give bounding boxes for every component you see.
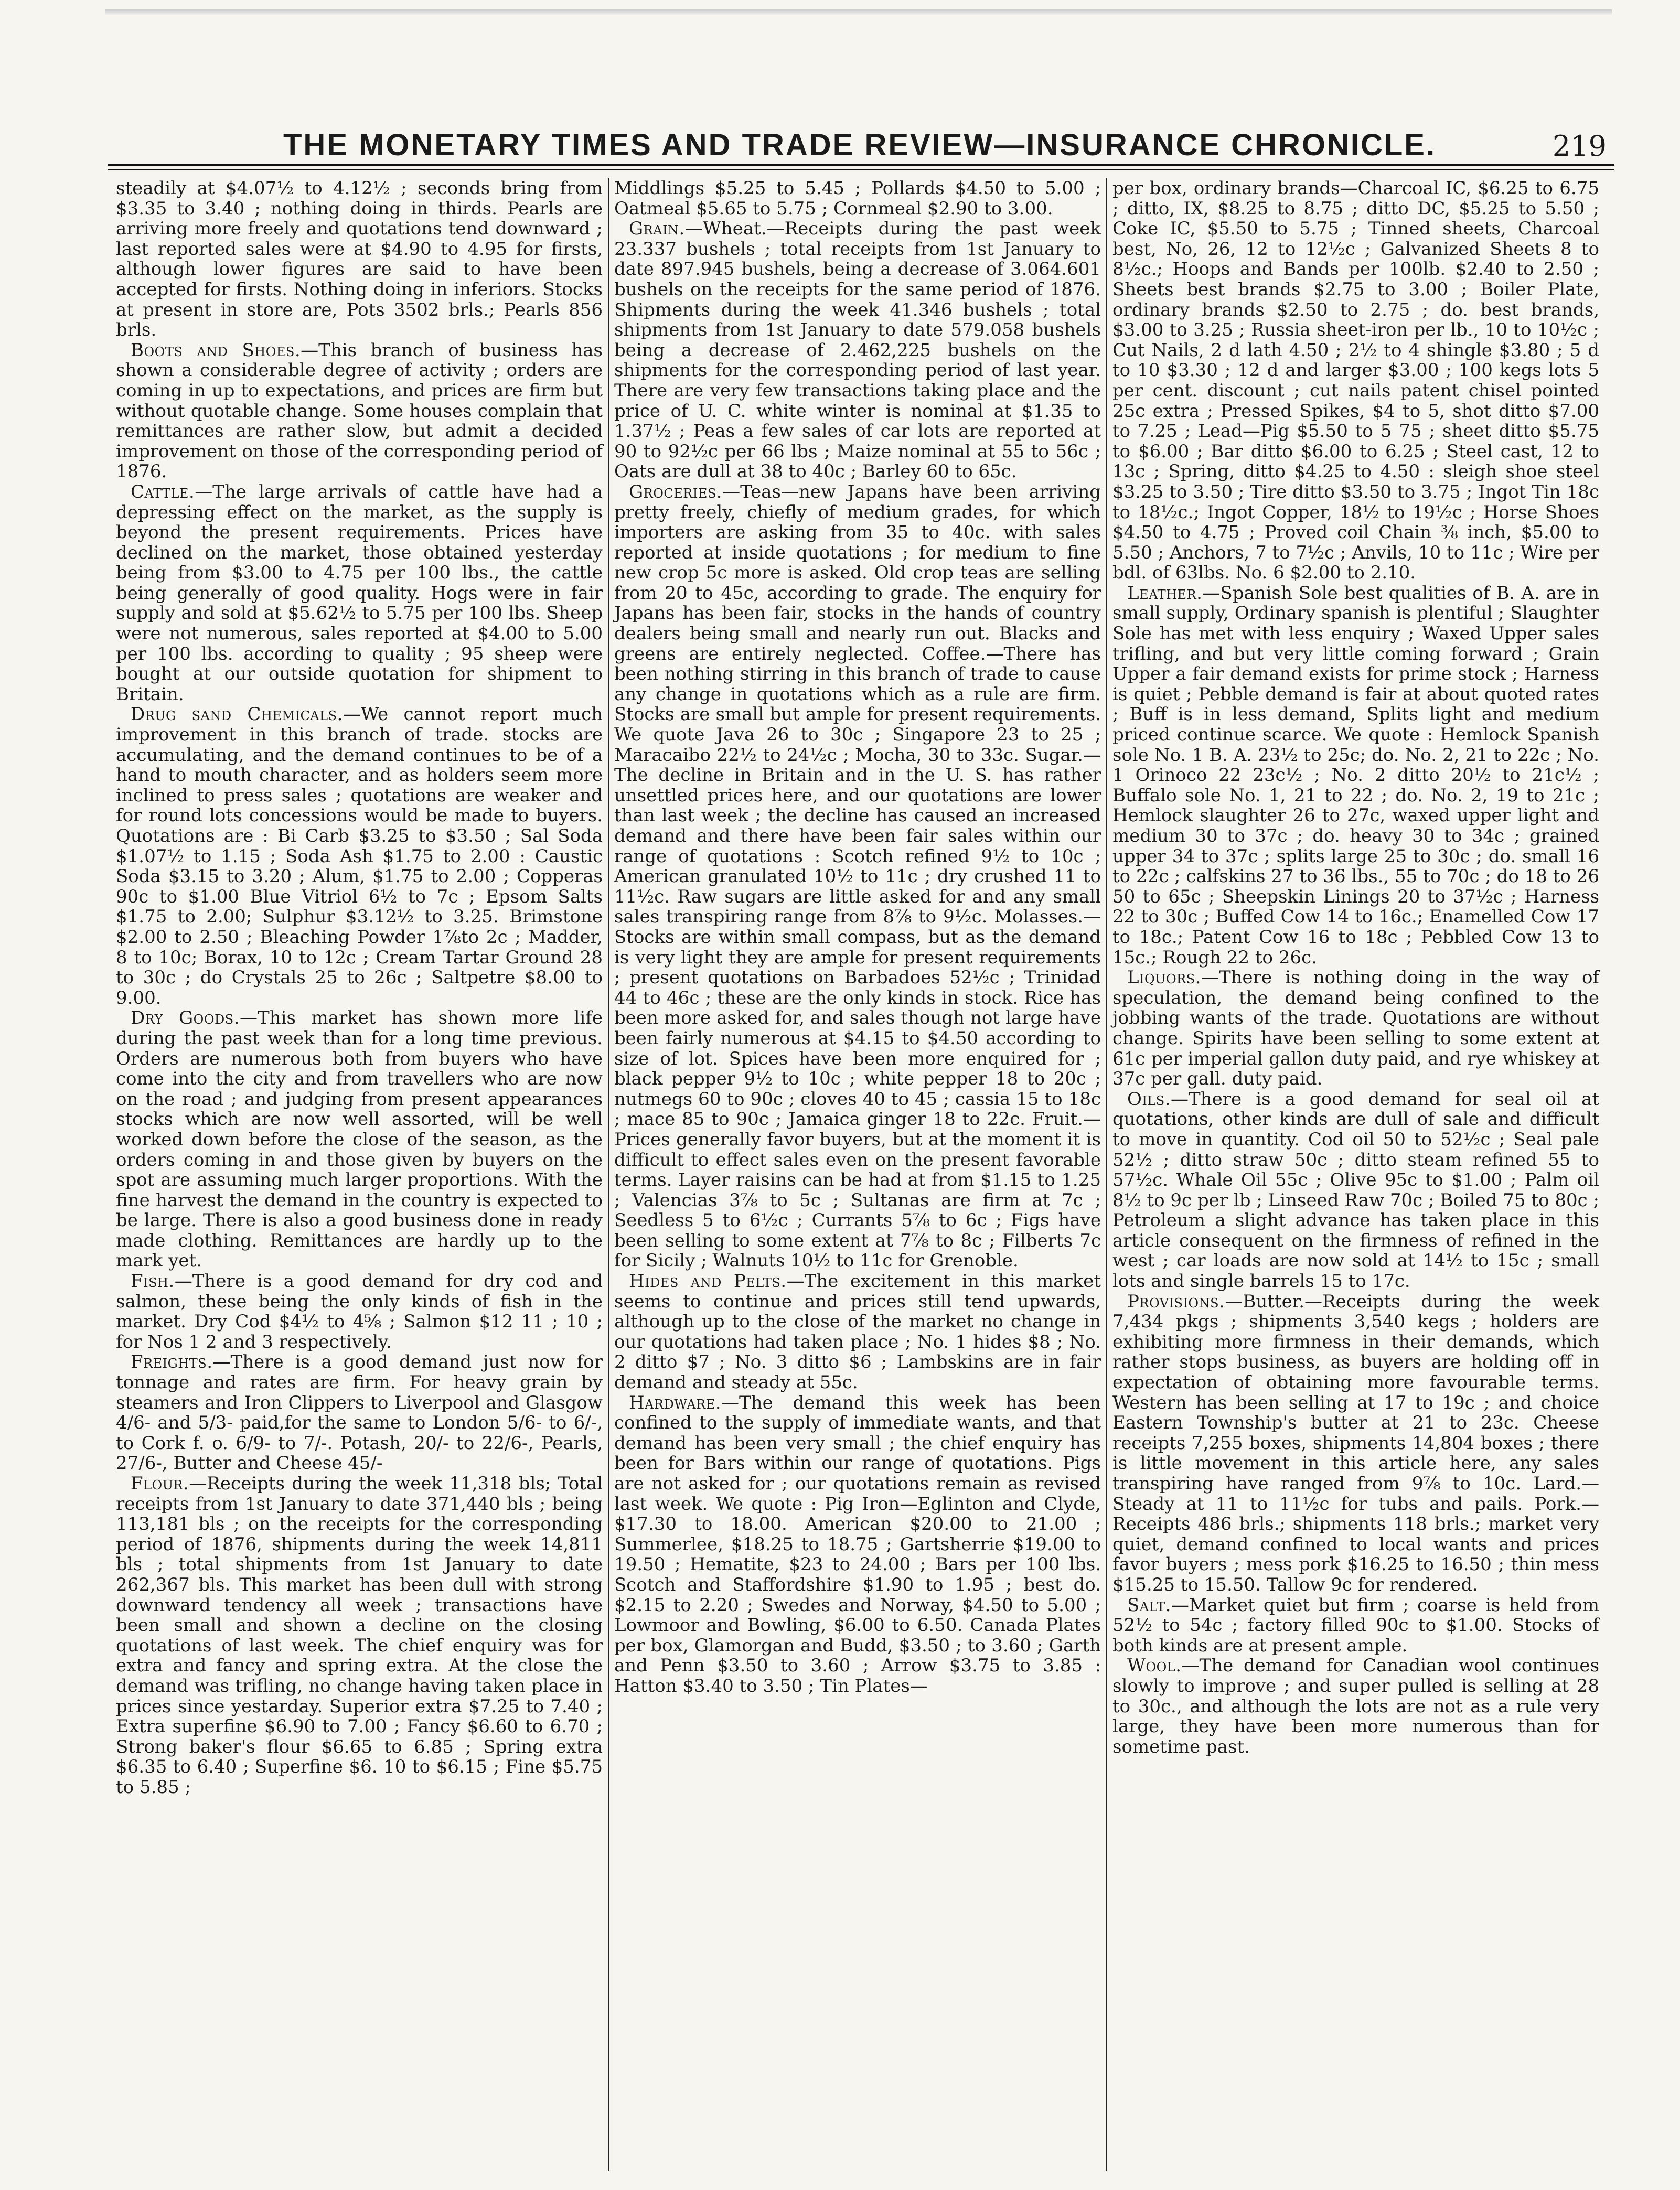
page-header bbox=[157, 115, 1617, 163]
section-heading: Provisions. bbox=[1127, 1291, 1225, 1312]
section-heading: Cattle. bbox=[131, 481, 195, 502]
paragraph-text: —This market has shown more life during the past week than for a long time previous. Orders are numerous both from buyers who have come into the city and from travellers who are now on the road ; and judging from present appearances stocks which are now well assorted, will be well worked down before the close of the season, as the orders coming in and those given by buyers on the spot are assuming much larger proportions. With the fine harvest the demand in the country is expected to be large. There is also a good business done in ready made clothing. Remittances are hardly up to the mark yet. bbox=[116, 1007, 603, 1272]
section-heading: Flour. bbox=[131, 1473, 189, 1494]
paragraph-text: Middlings $5.25 to 5.45 ; Pollards $4.50 to 5.00 ; Oatmeal $5.65 to 5.75 ; Cornmeal $2.90 to 3.00. bbox=[614, 178, 1101, 219]
article-paragraph bbox=[116, 1008, 603, 1271]
section-heading: Dry Goods. bbox=[131, 1007, 240, 1029]
section-heading: Wool. bbox=[1127, 1655, 1182, 1677]
paragraph-text: —There is a good demand for dry cod and salmon, these being the only kinds of fish in the market. Dry Cod $4½ to 4⅝ ; Salmon $12 11 ; 10 ; for Nos 1 2 and 3 respectively. bbox=[116, 1271, 603, 1352]
section-heading: Boots and Shoes. bbox=[131, 339, 301, 361]
section-heading: Leather. bbox=[1127, 582, 1203, 604]
article-paragraph bbox=[116, 1271, 603, 1352]
section-heading: Oils. bbox=[1127, 1088, 1171, 1110]
article-paragraph bbox=[1112, 1656, 1599, 1757]
paragraph-text: —We cannot report much improvement in this branch of trade. stocks are accumulating, and the demand continues to be of a hand to mouth character, and as holders seem more inclined to press sales ; quotations are weaker and for round lots concessions would be made to buyers. Quotations are : Bi Carb $3.25 to $3.50 ; Sal Soda $1.07½ to 1.15 ; Soda Ash $1.75 to 2.00 : Caustic Soda $3.15 to 3.20 ; Alum, $1.75 to 2.00 ; Copperas 90c to $1.00 Blue Vitriol 6½ to 7c ; Epsom Salts $1.75 to 2.00; Sulphur $3.12½ to 3.25. Brimstone $2.00 to 2.50 ; Bleaching Powder 1⅞to 2c ; Madder, 8 to 10c; Borax, 10 to 12c ; Cream Tartar Ground 28 to 30c ; do Crystals 25 to 26c ; Saltpetre $8.00 to 9.00. bbox=[116, 704, 603, 1008]
paragraph-text: —Teas—new Japans have been arriving pretty freely, chiefly of medium grades, for which importers are asking from 35 to 40c. with sales reported at inside quotations ; for medium to fine new crop 5c more is asked. Old crop teas are selling from 20 to 45c, according to grade. The enquiry for Japans has been fair, stocks in the hands of country dealers being small and nearly run out. Blacks and greens are entirely neglected. Coffee.—There has been nothing stirring in this branch of trade to cause any change in quotations which as a rule are firm. Stocks are small but ample for present requirements. We quote Java 26 to 30c ; Singapore 23 to 25 ; Maracaibo 22½ to 24½c ; Mocha, 30 to 33c. Sugar.—The decline in Britain and in the U. S. has rather unsettled prices here, and our quotations are lower than last week ; the decline has caused an increased demand and there have been fair sales within our range of quotations : Scotch refined 9½ to 10c ; American granulated 10½ to 11c ; dry crushed 11 to 11½c. Raw sugars are little asked for and any small sales transpiring range from 8⅞ to 9½c. Molasses.—Stocks are within small compass, but as the demand is very light they are ample for present requirements ; present quotations on Barbadoes 52½c ; Trinidad 44 to 46c ; these are the only kinds in stock. Rice has been more asked for, and sales though not large have been fairly numerous at $4.15 to $4.50 according to size of lot. Spices have been more enquired for ; black pepper 9½ to 10c ; white pepper 18 to 20c ; nutmegs 60 to 90c ; cloves 40 to 45 ; cassia 15 to 18c ; mace 85 to 90c ; Jamaica ginger 18 to 22c. Fruit.—Prices generally favor buyers, but at the moment it is difficult to effect sales even on the present favorable terms. Layer raisins can be had at from $1.15 to 1.25 ; Valencias 3⅞ to 5c ; Sultanas are firm at 7c ; Seedless 5 to 6½c ; Currants 5⅞ to 6c ; Figs have been selling to some extent at 7⅞ to 8c ; Filberts 7c for Sicily ; Walnuts 10½ to 11c for Grenoble. bbox=[614, 481, 1101, 1272]
paragraph-text: steadily at $4.07½ to 4.12½ ; seconds bring from $3.35 to 3.40 ; nothing doing in thirds. Pearls are arriving more freely and quotations tend downward ; last reported sales were at $4.90 to 4.95 for firsts, although lower figures are said to have been accepted for firsts. Nothing doing in inferiors. Stocks at present in store are, Pots 3502 brls.; Pearls 856 brls. bbox=[116, 178, 603, 341]
article-paragraph bbox=[614, 1393, 1101, 1697]
article-paragraph bbox=[1112, 968, 1599, 1089]
paragraph-text: —The demand this week has been confined to the supply of immediate wants, and that demand has been very small ; the chief enquiry has been for Bars within our range of quotations. Pigs are not asked for ; our quotations remain as revised last week. We quote : Pig Iron—Eglinton and Clyde, $17.30 to 18.00. American $20.00 to 21.00 ; Summerlee, $18.25 to 18.75 ; Gartsherrie $19.00 to 19.50 ; Hematite, $23 to 24.00 ; Bars per 100 lbs. Scotch and Staffordshire $1.90 to 1.95 ; best do. $2.15 to 2.20 ; Swedes and Norway, $4.50 to 5.00 ; Lowmoor and Bowling, $6.00 to 6.50. Canada Plates per box, Glamorgan and Budd, $3.50 ; to 3.60 ; Garth and Penn $3.50 to 3.60 ; Arrow $3.75 to 3.85 : Hatton $3.40 to 3.50 ; Tin Plates— bbox=[614, 1392, 1101, 1697]
section-heading: Liquors. bbox=[1127, 967, 1201, 989]
section-heading: Hides and Pelts. bbox=[629, 1271, 787, 1292]
article-paragraph bbox=[614, 178, 1101, 219]
top-edge-strip bbox=[105, 9, 1612, 15]
article-paragraph bbox=[614, 1271, 1101, 1393]
column-divider bbox=[1106, 178, 1107, 2171]
section-heading: Salt. bbox=[1127, 1594, 1171, 1616]
article-paragraph bbox=[1112, 178, 1599, 583]
page-number: 219 bbox=[1552, 130, 1607, 163]
paragraph-text: —Market quiet but firm ; coarse is held from 52½ to 54c ; factory filled 90c to $1.00. Stocks of both kinds are at present ample. bbox=[1112, 1594, 1599, 1656]
section-heading: Drug sand Chemicals. bbox=[131, 704, 343, 725]
paragraph-text: —The large arrivals of cattle have had a depressing effect on the market, as the supply is beyond the present requirements. Prices have declined on the market, those obtained yesterday being from $3.00 to 4.75 per 100 lbs., the cattle being generally of good quality. Hogs were in fair supply and sold at $5.62½ to 5.75 per 100 lbs. Sheep were not numerous, sales reported at $4.00 to 5.00 per 100 lbs. according to quality ; 95 sheep were bought at our outside quotation for shipment to Britain. bbox=[116, 481, 603, 705]
article-paragraph bbox=[614, 219, 1101, 482]
paragraph-text: —Receipts during the week 11,318 bls; Total receipts from 1st January to date 371,440 bls ; being 113,181 bls ; on the receipts for the corresponding period of 1876, shipments during the week 14,811 bls ; total shipments from 1st January to date 262,367 bls. This market has been dull with strong downward tendency all week ; transactions have been small and shown a decline on the closing quotations of last week. The chief enquiry was for extra and fancy and spring extra. At the close the demand was trifling, no change having taken place in prices since yestarday. Superior extra $7.25 to 7.40 ; Extra superfine $6.90 to 7.00 ; Fancy $6.60 to 6.70 ; Strong baker's flour $6.65 to 6.85 ; Spring extra $6.35 to 6.40 ; Superfine $6. 10 to $6.15 ; Fine $5.75 to 5.85 ; bbox=[116, 1473, 603, 1798]
article-paragraph bbox=[116, 1474, 603, 1798]
paragraph-text: per box, ordinary brands—Charcoal IC, $6.25 to 6.75 ; ditto, IX, $8.25 to 8.75 ; ditto DC, $5.25 to 5.50 ; Coke IC, $5.50 to 5.75 ; Tinned sheets, Charcoal best, No, 26, 12 to 12½c ; Galvanized Sheets 8 to 8½c.; Hoops and Bands per 100lb. $2.40 to 2.50 ; Sheets best brands $2.75 to 3.00 ; Boiler Plate, ordinary brands $2.50 to 2.75 ; do. best brands, $3.00 to 3.25 ; Russia sheet-iron per lb., 10 to 10½c ; Cut Nails, 2 d lath 4.50 ; 2½ to 4 shingle $3.80 ; 5 d to 10 $3.30 ; 12 d and larger $3.00 ; 100 kegs lots 5 per cent. discount ; cut nails patent chisel pointed 25c extra ; Pressed Spikes, $4 to 5, shot ditto $7.00 to 7.25 ; Lead—Pig $5.50 to 5 75 ; sheet ditto $5.75 to $6.00 ; Bar ditto $6.00 to 6.25 ; Steel cast, 12 to 13c ; Spring, ditto $4.25 to 4.50 : sleigh shoe steel $3.25 to 3.50 ; Tire ditto $3.50 to 3.75 ; Ingot Tin 18c to 18½c.; Ingot Copper, 18½ to 19½c ; Horse Shoes $4.50 to 4.75 ; Proved coil Chain ⅜ inch, $5.00 to 5.50 ; Anchors, 7 to 7½c ; Anvils, 10 to 11c ; Wire per bdl. of 63lbs. No. 6 $2.00 to 2.10. bbox=[1112, 178, 1599, 584]
paragraph-text: —This branch of business has shown a considerable degree of activity ; orders are coming in up to expectations, and prices are firm but without quotable change. Some houses complain that remittances are rather slow, but admit a decided improvement on those of the corresponding period of 1876. bbox=[116, 339, 603, 482]
text-columns bbox=[113, 178, 1615, 2171]
article-paragraph bbox=[1112, 1292, 1599, 1595]
article-paragraph bbox=[116, 704, 603, 1008]
section-heading: Freights. bbox=[131, 1351, 213, 1373]
paragraph-text: —There is a good demand for seal oil at quotations, other kinds are dull of sale and difficult to move in quantity. Cod oil 50 to 52½c ; Seal pale 52½ ; ditto straw 50c ; ditto steam refined 55 to 57½c. Whale Oil 55c ; Olive 95c to $1.00 ; Palm oil 8½ to 9c per lb ; Linseed Raw 70c ; Boiled 75 to 80c ; Petroleum a slight advance has taken place in this article consequent on the firmness of refined in the west ; car loads are now sold at 14½ to 15c ; small lots and single barrels 15 to 17c. bbox=[1112, 1088, 1599, 1292]
article-paragraph bbox=[116, 1352, 603, 1474]
article-paragraph bbox=[614, 482, 1101, 1271]
article-paragraph bbox=[1112, 1595, 1599, 1656]
header-rule-thin bbox=[108, 169, 1614, 170]
article-paragraph bbox=[116, 482, 603, 705]
paragraph-text: —Spanish Sole best qualities of B. A. are in small supply, Ordinary spanish is plentiful ; Slaughter Sole has met with less enquiry ; Waxed Upper sales trifling, and but very little coming forward ; Grain Upper a fair demand exists for prime stock ; Harness is quiet ; Pebble demand is fair at about quoted rates ; Buff is in less demand, Splits light and medium priced continue scarce. We quote : Hemlock Spanish sole No. 1 B. A. 23½ to 25c; do. No. 2, 21 to 22c ; No. 1 Orinoco 22 23c½ ; No. 2 ditto 20½ to 21c½ ; Buffalo sole No. 1, 21 to 22 ; do. No. 2, 19 to 21c ; Hemlock slaughter 26 to 27c, waxed upper light and medium 30 to 37c ; do. heavy 30 to 34c ; grained upper 34 to 37c ; splits large 25 to 30c ; do. small 16 to 22c ; calfskins 27 to 36 lbs., 55 to 70c ; do 18 to 26 50 to 65c ; Sheepskin Linings 20 to 37½c ; Harness 22 to 30c ; Buffed Cow 14 to 16c.; Enamelled Cow 17 to 18c.; Patent Cow 16 to 18c ; Pebbled Cow 13 to 15c.; Rough 22 to 26c. bbox=[1112, 582, 1599, 968]
section-heading: Fish. bbox=[131, 1271, 175, 1292]
page-title: THE MONETARY TIMES AND TRADE REVIEW—INSURANCE CHRONICLE. bbox=[283, 128, 1437, 162]
paragraph-text: —Butter.—Receipts during the week 7,434 pkgs ; shipments 3,540 kegs ; holders are exhibiting more firmness in their demands, which rather stops business, as buyers are holding off in expectation of obtaining more favourable terms. Western has been selling at 17 to 19c ; and choice Eastern Township's butter at 21 to 23c. Cheese receipts 7,255 boxes, shipments 14,804 boxes ; there is little movement in this article here, any sales transpiring have ranged from 9⅞ to 10c. Lard.—Steady at 11 to 11½c for tubs and pails. Pork.—Receipts 486 brls.; shipments 118 brls.; market very quiet, demand confined to local wants and prices favor buyers ; mess pork $16.25 to 16.50 ; thin mess $15.25 to 15.50. Tallow 9c for rendered. bbox=[1112, 1291, 1599, 1595]
paragraph-text: —Wheat.—Receipts during the past week 23.337 bushels ; total receipts from 1st January to date 897.945 bushels, being a decrease of 3.064.601 bushels on the receipts for the same period of 1876. Shipments during the week 41.346 bushels ; total shipments from 1st January to date 579.058 bushels being a decrease of 2.462,225 bushels on the shipments for the corresponding period of last year. There are very few transactions taking place and the price of U. C. white winter is nominal at $1.35 to 1.37½ ; Peas a few sales of car lots are reported at 90 to 92½c per 66 lbs ; Maize nominal at 55 to 56c ; Oats are dull at 38 to 40c ; Barley 60 to 65c. bbox=[614, 218, 1101, 482]
column-1 bbox=[113, 178, 606, 2171]
column-2 bbox=[611, 178, 1104, 2171]
article-paragraph bbox=[116, 178, 603, 340]
column-divider bbox=[608, 178, 609, 2171]
article-paragraph bbox=[1112, 583, 1599, 968]
column-3 bbox=[1109, 178, 1602, 2171]
section-heading: Groceries. bbox=[629, 481, 723, 502]
paragraph-text: —The excitement in this market seems to continue and prices still tend upwards, although up to the close of the market no change in our quotations had taken place ; No. 1 hides $8 ; No. 2 ditto $7 ; No. 3 ditto $6 ; Lambskins are in fair demand and steady at 55c. bbox=[614, 1271, 1101, 1393]
article-paragraph bbox=[116, 340, 603, 482]
section-heading: Hardware. bbox=[629, 1392, 721, 1413]
section-heading: Grain. bbox=[629, 218, 685, 240]
paragraph-text: —There is nothing doing in the way of speculation, the demand being confined to the jobbing wants of the trade. Quotations are without change. Spirits have been selling to some extent at 61c per imperial gallon duty paid, and rye whiskey at 37c per gall. duty paid. bbox=[1112, 967, 1599, 1090]
paragraph-text: —There is a good demand just now for tonnage and rates are firm. For heavy grain by steamers and Iron Clippers to Liverpool and Glasgow 4/6- and 5/3- paid,for the same to London 5/6- to 6/-, to Cork f. o. 6/9- to 7/-. Potash, 20/- to 22/6-, Pearls, 27/6-, Butter and Cheese 45/- bbox=[116, 1351, 603, 1474]
header-rule-thick bbox=[108, 164, 1614, 166]
paragraph-text: —The demand for Canadian wool continues slowly to improve ; and super pulled is selling at 28 to 30c., and although the lots are not as a rule very large, they have been more numerous than for sometime past. bbox=[1112, 1655, 1599, 1757]
article-paragraph bbox=[1112, 1089, 1599, 1292]
